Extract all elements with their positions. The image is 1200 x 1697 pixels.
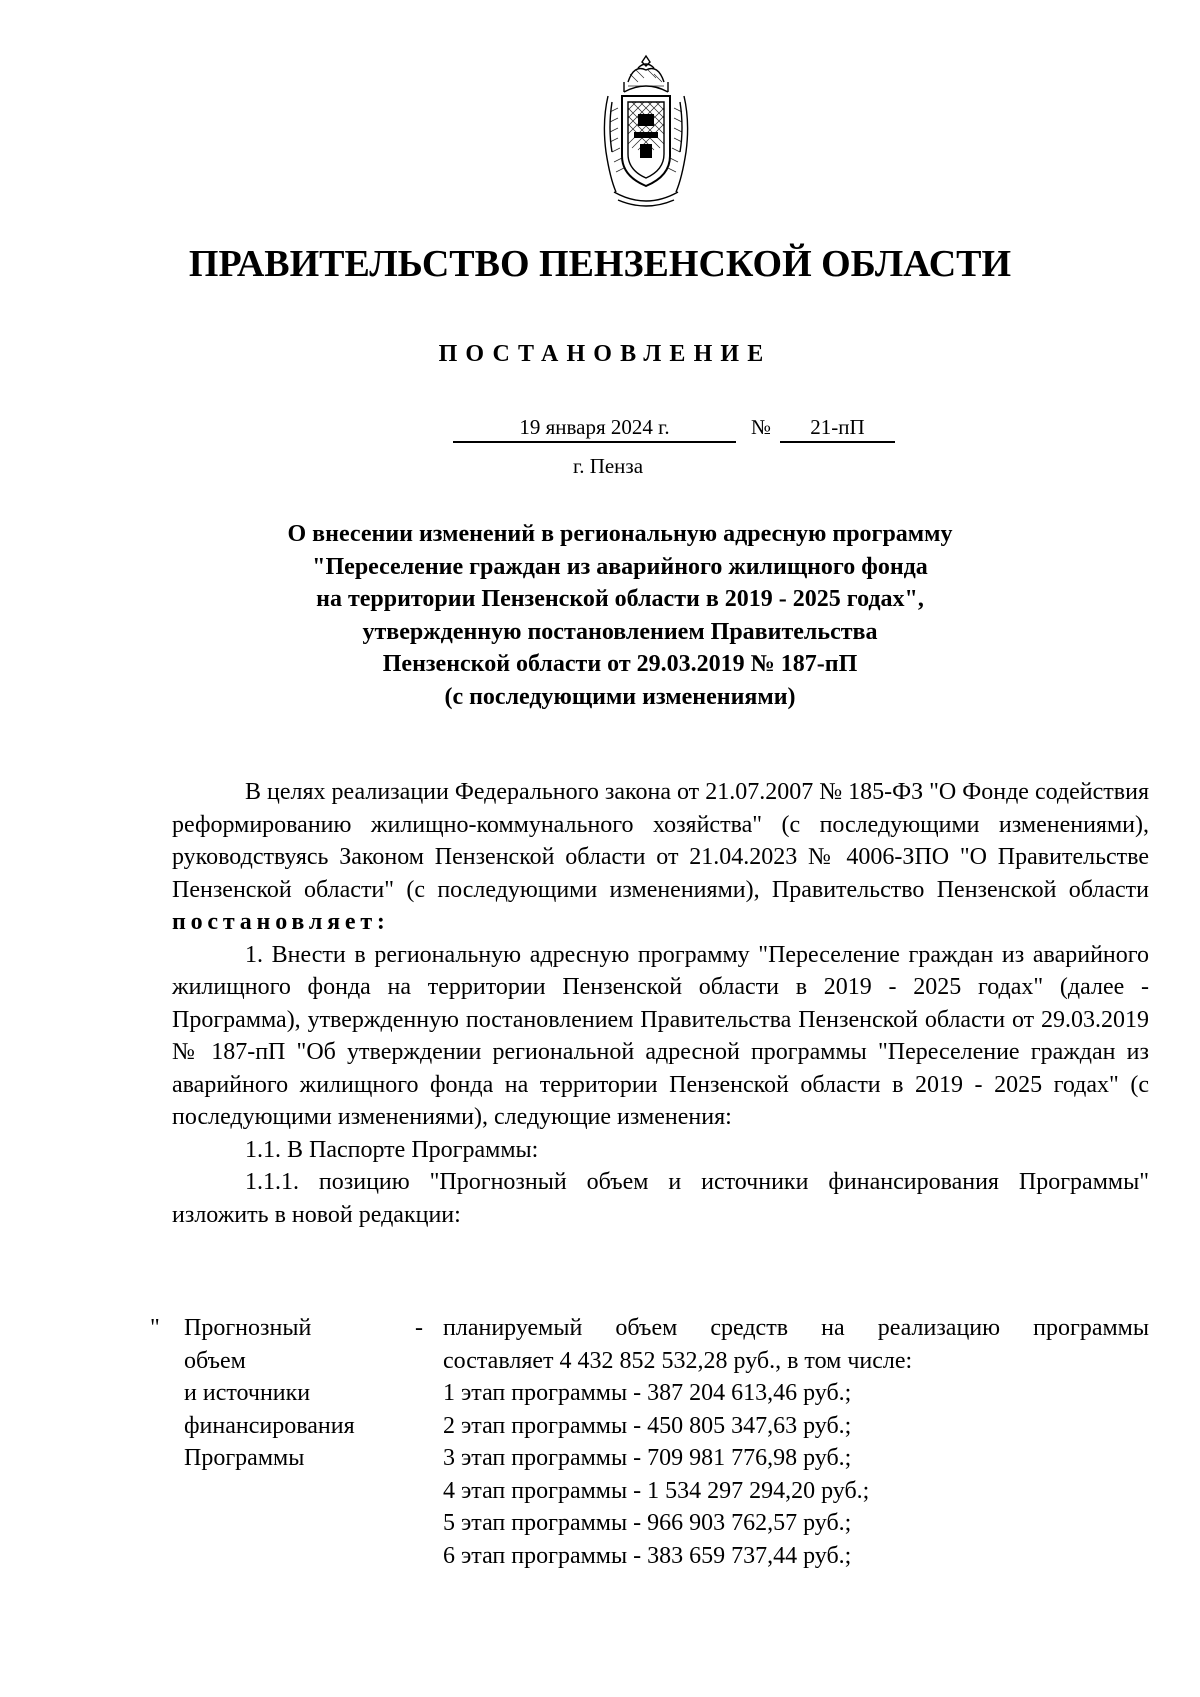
funding-total-line: составляет 4 432 852 532,28 руб., в том числе: [443, 1347, 913, 1374]
preamble-paragraph [172, 776, 1149, 939]
subject-line: (с последующими изменениями) [444, 683, 796, 710]
position-label-line: и источники [184, 1380, 311, 1406]
coat-of-arms-emblem-icon [598, 52, 694, 212]
funding-stage-line: 5 этап программы - 966 903 762,57 руб.; [443, 1510, 852, 1536]
funding-stage-line: 3 этап программы - 709 981 776,98 руб.; [443, 1445, 852, 1471]
funding-summary-line: планируемый объем средств на реализацию программы [443, 1315, 1149, 1341]
document-subject [180, 518, 1060, 713]
document-type: ПОСТАНОВЛЕНИЕ [438, 341, 772, 367]
subject-line: на территории Пензенской области в 2019 - 2025 годах", [316, 586, 924, 612]
position-label [184, 1312, 404, 1475]
subject-line: Пензенской области от 29.03.2019 № 187-пП [382, 651, 858, 677]
decree-word: постановляет: [172, 909, 390, 935]
position-open-quote: " [150, 1315, 160, 1341]
document-date: 19 января 2024 г. [453, 413, 736, 443]
funding-stage-line: 1 этап программы - 387 204 613,46 руб.; [443, 1380, 852, 1406]
subject-line: О внесении изменений в региональную адресную программу [287, 521, 953, 547]
item-1-1-1-paragraph: 1.1.1. позицию "Прогнозный объем и источники финансирования Программы" изложить в новой редакции: [172, 1169, 1149, 1228]
preamble-text: В целях реализации Федерального закона от 21.07.2007 № 185-ФЗ "О Фонде содействия реформированию жилищно-коммунального хозяйства" (с последующими изменениями), руководствуясь Законом Пензенской области от 21.04.2023 № 4006-ЗПО "О Правительстве Пензенской области" (с последующими изменениями), Правительство Пензенской области [172, 779, 1149, 903]
number-sign: № [750, 415, 772, 439]
document-number: 21-пП [780, 413, 895, 443]
funding-stage-line: 2 этап программы - 450 805 347,63 руб.; [443, 1412, 852, 1439]
funding-stage-line: 6 этап программы - 383 659 737,44 руб.; [443, 1542, 852, 1569]
position-label-line: финансирования [184, 1412, 355, 1439]
position-dash: - [415, 1315, 423, 1341]
subject-line: "Переселение граждан из аварийного жилищного фонда [312, 553, 928, 580]
organization-title: ПРАВИТЕЛЬСТВО ПЕНЗЕНСКОЙ ОБЛАСТИ [188, 243, 1012, 285]
item-1-paragraph: 1. Внести в региональную адресную программу "Переселение граждан из аварийного жилищного фонда на территории Пензенской области в 2019 - 2025 годах" (далее - Программа), утвержденную постановлением Правительства Пензенской области от 29.03.2019 № 187-пП "Об утверждении региональной адресной программы "Переселение граждан из аварийного жилищного фонда на территории Пензенской области в 2019 - 2025 годах" (с последующими изменениями), следующие изменения: [172, 941, 1149, 1130]
funding-stage-line: 4 этап программы - 1 534 297 294,20 руб.; [443, 1477, 870, 1504]
document-body [172, 776, 1149, 1231]
position-label-line: Прогнозный [184, 1315, 312, 1341]
item-1-1-paragraph: 1.1. В Паспорте Программы: [245, 1136, 539, 1163]
position-content [443, 1312, 1149, 1572]
position-label-line: объем [184, 1347, 246, 1374]
position-label-line: Программы [184, 1445, 305, 1471]
document-city: г. Пенза [572, 454, 644, 478]
subject-line: утвержденную постановлением Правительства [362, 618, 878, 645]
